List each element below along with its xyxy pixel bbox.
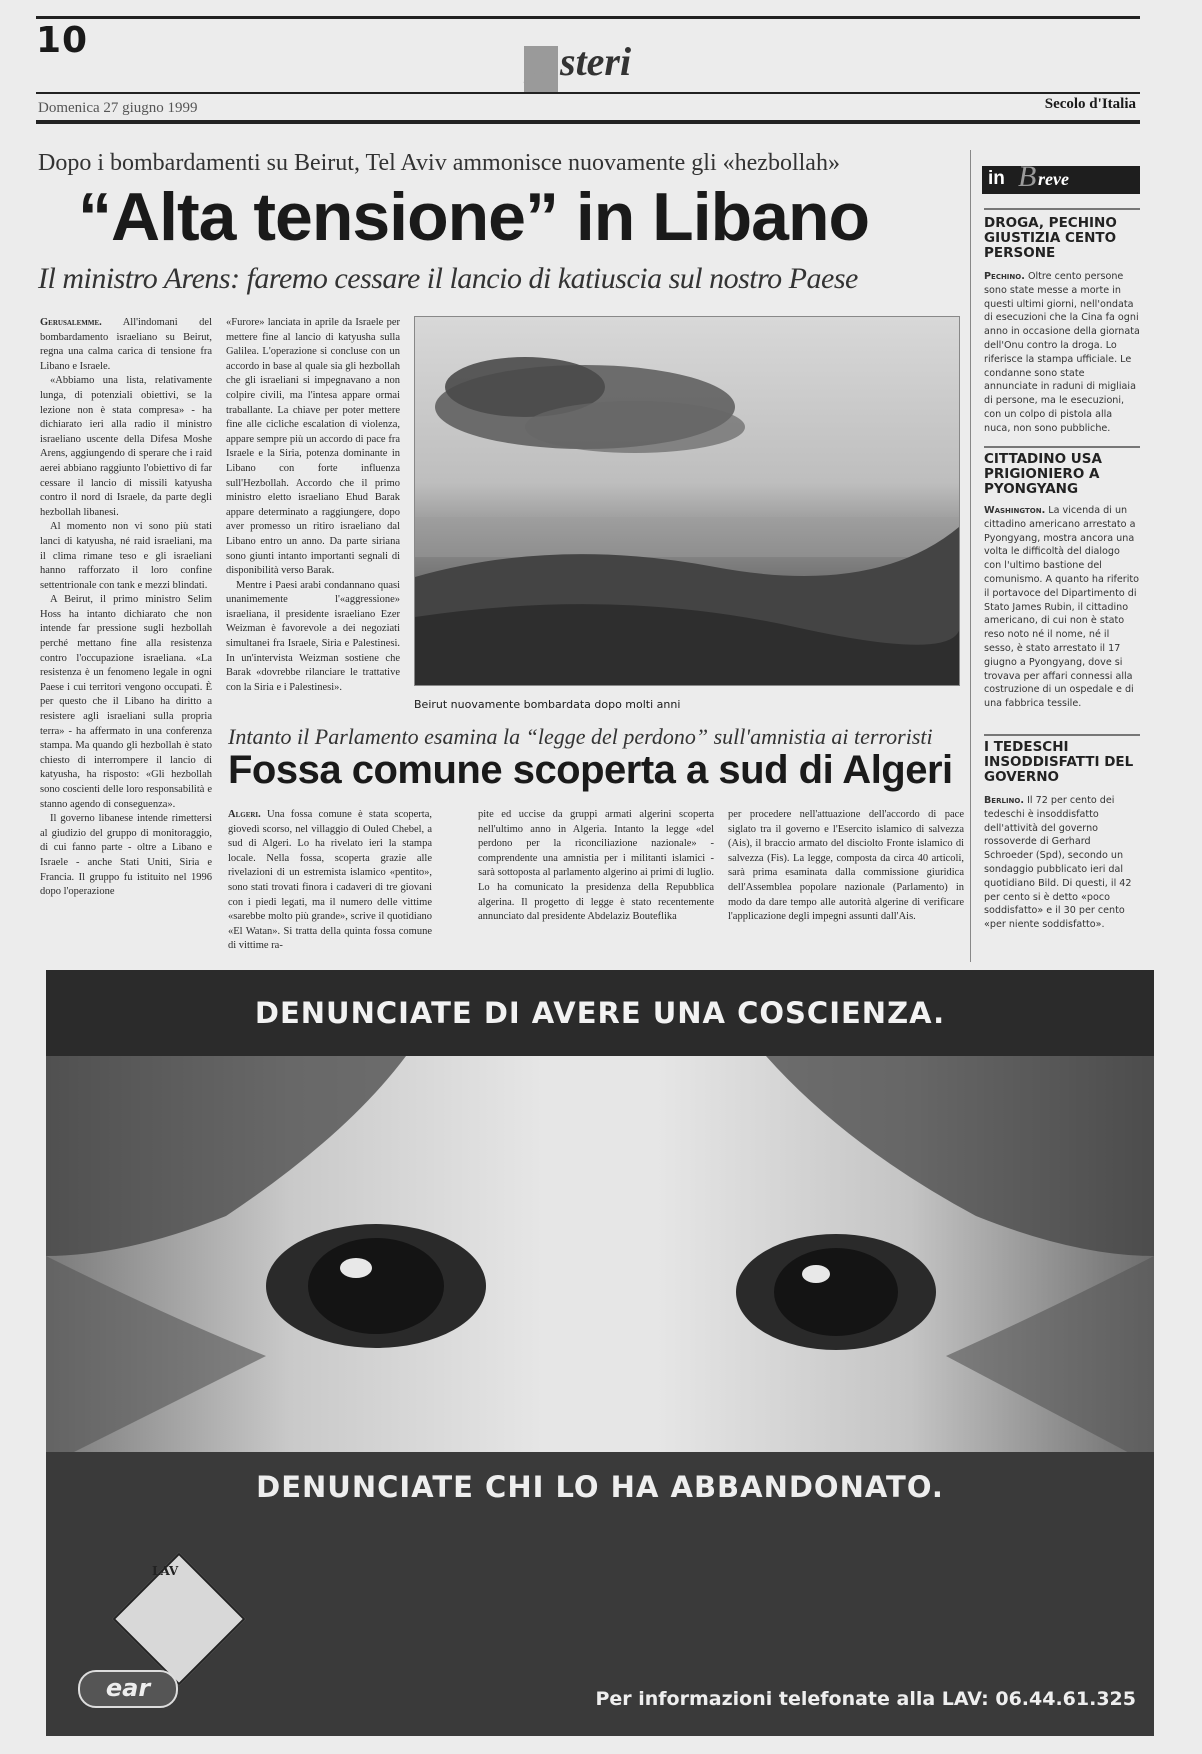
- second-headline: Fossa comune scoperta a sud di Algeri: [228, 748, 953, 792]
- in-breve-in: in: [988, 168, 1005, 189]
- newspaper-name: Secolo d'Italia: [1044, 96, 1136, 112]
- paragraph: Il governo libanese intende rimettersi al giudizio del gruppo di monitoraggio, di cui fanno parte - oltre a Libano e Israele - anche Stati Uniti, Siria e Francia. Il gruppo fu istituito nel 1996 dopo l'operazione: [40, 813, 212, 898]
- section-title: [524, 38, 631, 92]
- paragraph: Il 72 per cento dei tedeschi è insoddisfatto dell'attività del governo rossoverde di Gerhard Schroeder (Spd), secondo un sondaggio pubblicato ieri dal quotidiano Bild. Di questi, il 42 per cento si è detto «poco soddisfatto» e il 30 per cento «per niente soddisfatto».: [984, 795, 1132, 931]
- dateline: Berlino.: [984, 795, 1025, 806]
- second-article-column-3: [728, 808, 964, 962]
- ad-top-text: DENUNCIATE DI AVERE UNA COSCIENZA.: [254, 996, 946, 1030]
- page-number: 10: [36, 20, 89, 61]
- main-headline: “Alta tensione” in Libano: [78, 179, 870, 255]
- ear-logo: ear: [78, 1670, 178, 1708]
- section-rest: steri: [560, 39, 632, 84]
- paragraph: A Beirut, il primo ministro Selim Hoss ha intanto dichiarato che non intende far pressione sugli hezbollah perché mettano fine alla resistenza contro l'occupazione israeliana. «La resistenza è un fenomeno legale in ogni Paese i cui territori vengono occupati. È per questo che il Libano ha diritto a resistere agli israeliani sulla propria terra» - ha affermato in una conferenza stampa. Ma quando gli hezbollah è stato chiesto di interrompere il lancio di katyusha, ha risposto: «Gli hezbollah sono coscienti delle loro responsabilità e stanno agendo di conseguenza».: [40, 594, 212, 810]
- ad-info-text: Per informazioni telefonate alla LAV: 06.44.61.325: [595, 1688, 1136, 1710]
- breve-headline: CITTADINO USA PRIGIONIERO A PYONGYANG: [984, 451, 1102, 497]
- breve-rule: [984, 446, 1140, 448]
- photo-caption: Beirut nuovamente bombardata dopo molti anni: [414, 698, 681, 711]
- main-subhead: Il ministro Arens: faremo cessare il lancio di katiuscia sul nostro Paese: [38, 262, 858, 295]
- second-kicker: Intanto il Parlamento esamina la “legge del perdono” sull'amnistia ai terroristi: [228, 724, 933, 749]
- main-article-column-2: [226, 316, 400, 712]
- beirut-photo: [414, 316, 960, 686]
- paragraph: «Furore» lanciata in aprile da Israele per mettere fine al lancio di katyusha sulla Galilea. L'operazione si concluse con un accordo in base al quale sia gli hezbollah che gli israeliani si impegnavano a non colpire civili, ma l'intesa appare ormai traballante. La chiave per poter mettere fine alle cicliche escalation di violenza, appare sempre più un accordo di pace fra Israele e la Siria, potenza dominante in Libano con forte influenza sull'Hezbollah. Accordo che il primo ministro eletto israeliano Ehud Barak appare determinato a raggiungere, dopo aver promesso un ritiro israeliano dal Libano entro un anno. Da parte siriana sono giunti intanto importanti segnali di disponibilità verso Barak.: [226, 317, 400, 577]
- issue-date: Domenica 27 giugno 1999: [38, 100, 198, 116]
- header-rule: [36, 92, 1140, 94]
- in-breve-rest: reve: [1038, 169, 1069, 189]
- second-article-column-2: [478, 808, 714, 962]
- dateline: Washington.: [984, 505, 1046, 516]
- paragraph: Una fossa comune è stata scoperta, giovedì scorso, nel villaggio di Ouled Chebel, a sud di Algeri. Lo ha rivelato ieri la stampa locale. Nella fossa, scoperta grazie alle rivelazioni di un estremista islamico «pentito», sono stati trovati finora i cadaveri di tre giovani con i piedi legati, ma il numero delle vittime «sarebbe molto più grande», scrive il quotidiano «El Watan». Si tratta della quinta fossa comune di vittime ra-: [228, 809, 432, 952]
- paragraph: per procedere nell'attuazione dell'accordo di pace siglato tra il governo e l'Esercito islamico di salvezza (Ais), il braccio armato del disciolto Fronte islamico di salvezza (Fis). La legge, composta da circa 40 articoli, sarà prima esaminata dalla commissione giuridica dell'Assemblea popolare nazionale (Parlamento) in modo da dare tempo alle autorità algerine di verificare l'applicazione degli impegni assunti dall'Ais.: [728, 809, 964, 923]
- dateline: Pechino.: [984, 271, 1025, 282]
- lav-logo-text: LAV: [152, 1564, 179, 1578]
- breve-headline: I TEDESCHI INSODDISFATTI DEL GOVERNO: [984, 739, 1134, 785]
- lav-logo-icon: [113, 1553, 246, 1686]
- paragraph: La vicenda di un cittadino americano arrestato a Pyongyang, mostra ancora una volta le difficoltà del dialogo con l'ultimo bastione del comunismo. A quanto ha riferito il portavoce del Dipartimento di Stato James Rubin, il cittadino americano, di cui non è stato reso noto né il nome, né il sesso, è stato arrestato il 17 giugno a Pyongyang, dove si trovava per affari connessi alla costruzione di un ospedale e di una fabbrica tessile.: [984, 505, 1140, 710]
- paragraph: All'indomani del bombardamento israeliano su Beirut, regna una calma carica di tensione fra Libano e Israele.: [40, 317, 212, 372]
- breve-text: [984, 794, 1140, 962]
- ad-dog-photo: [46, 1056, 1154, 1466]
- header-bottom-rule: [36, 120, 1140, 124]
- second-article-column-1: [228, 808, 432, 962]
- breve-text: [984, 504, 1140, 724]
- paragraph: «Abbiamo una lista, relativamente lunga, di potenziali obiettivi, se la lezione non è stata compresa» - ha dichiarato ieri alla radio il ministro israeliano uscente della Difesa Moshe Arens, aggiungendo di sperare che i raid aerei abbiano raggiunto l'obiettivo di far cessare il lancio di missili katyusha contro il nord di Israele, da parte degli hezbollah libanesi.: [40, 375, 212, 518]
- breve-rule: [984, 208, 1140, 210]
- in-breve-initial: B: [1018, 160, 1037, 193]
- paragraph: Al momento non vi sono più stati lanci di katyusha, né raid israeliani, ma il clima rimane teso e gli israeliani hanno rafforzato il loro confine settentrionale con tank e mezzi blindati.: [40, 521, 212, 591]
- breve-rule: [984, 734, 1140, 736]
- ad-middle-text: DENUNCIATE CHI LO HA ABBANDONATO.: [256, 1470, 944, 1504]
- ad-bottom-panel: [46, 1452, 1154, 1736]
- dog-eyes-image: [46, 1056, 1154, 1466]
- beirut-photo-image: [415, 317, 959, 685]
- section-initial: E: [524, 46, 558, 92]
- dateline: Gerusalemme.: [40, 317, 102, 328]
- paragraph: Oltre cento persone sono state messe a morte in questi ultimi giorni, nell'ondata di esecuzioni che la Cina fa ogni anno in occasione della giornata dell'Onu contro la droga. Lo riferisce la stampa ufficiale. Le condanne sono state annunciate in raduni di migliaia di persone, ma le esecuzioni, con un colpo di pistola alla nuca, non sono pubbliche.: [984, 271, 1140, 434]
- dateline: Algeri.: [228, 809, 261, 820]
- ad-top-banner: [46, 970, 1154, 1056]
- paragraph: Mentre i Paesi arabi condannano quasi unanimemente l'«aggressione» israeliana, il presidente israeliano Ezer Weizman è favorevole a dei negoziati simultanei fra Israele, Siria e Palestinesi. In un'intervista Weizman sostiene che Barak «dovrebbe rilanciare le trattative con la Siria e i Palestinesi».: [226, 579, 400, 693]
- top-rule: [36, 16, 1140, 19]
- paragraph: pite ed uccise da gruppi armati algerini scoperta nell'ultimo anno in Algeria. Intanto la legge «del perdono per la riconciliazione nazionale» - comprendente una amnistia per i militanti islamici - sarà sottoposta al parlamento algerino ai primi di luglio. Lo ha comunicato la presidenza della Repubblica algerina. Il progetto di legge è stato recentemente annunciato dal presidente Abdelaziz Bouteflika: [478, 809, 714, 923]
- breve-headline: DROGA, PECHINO GIUSTIZIA CENTO PERSONE: [984, 215, 1117, 261]
- main-article-column-1: [40, 316, 212, 962]
- main-kicker: Dopo i bombardamenti su Beirut, Tel Aviv ammonisce nuovamente gli «hezbollah»: [38, 150, 840, 176]
- sidebar-divider: [970, 150, 971, 962]
- breve-text: [984, 270, 1140, 438]
- in-breve-title: [982, 160, 1140, 194]
